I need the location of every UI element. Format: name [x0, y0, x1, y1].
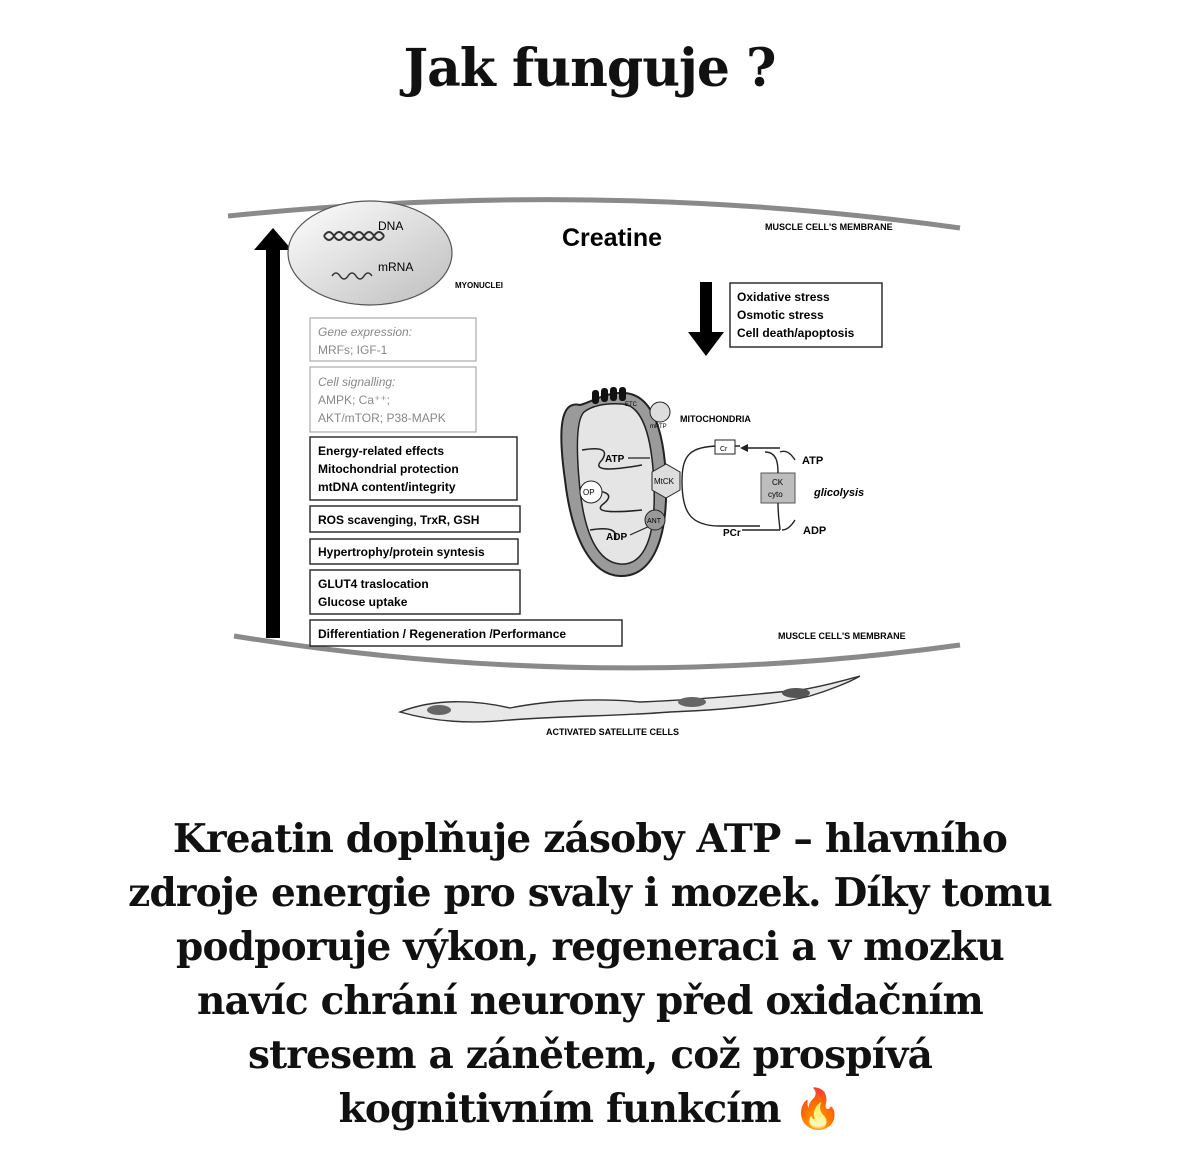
gene-expression-title: Gene expression: — [318, 325, 413, 339]
myonucleus — [288, 201, 452, 305]
pcr-label: PCr — [723, 528, 741, 539]
satellite-cells — [400, 676, 860, 722]
hypertrophy-label: Hypertrophy/protein syntesis — [318, 545, 485, 559]
mrna-label: mRNA — [378, 260, 414, 274]
caption-line-4: navíc chrání neurony před oxidačním — [196, 978, 984, 1024]
membrane-bottom-label: MUSCLE CELL'S MEMBRANE — [778, 631, 906, 641]
glut4-line1: GLUT4 traslocation — [318, 577, 429, 591]
fire-emoji-icon: 🔥 — [793, 1086, 842, 1132]
caption-line-6 — [60, 1082, 1120, 1136]
creatine-diagram — [220, 190, 980, 750]
caption-line-1: Kreatin doplňuje zásoby ATP – hlavního — [172, 816, 1008, 862]
gene-expression-body: MRFs; IGF-1 — [318, 343, 388, 357]
stress-line1: Oxidative stress — [737, 290, 830, 304]
caption-line-6-text: kognitivním funkcím — [338, 1086, 781, 1132]
ck-label: CK — [772, 478, 784, 487]
atp-left-label: ATP — [605, 454, 625, 465]
mtck-label: MtCK — [654, 477, 674, 486]
caption — [60, 812, 1120, 1136]
stress-line3: Cell death/apoptosis — [737, 326, 855, 340]
ros-label: ROS scavenging, TrxR, GSH — [318, 513, 480, 527]
cell-signalling-line2: AKT/mTOR; P38-MAPK — [318, 411, 446, 425]
differentiation-label: Differentiation / Regeneration /Performance — [318, 627, 567, 641]
glicolysis-label: glicolysis — [814, 487, 865, 499]
energy-line1: Energy-related effects — [318, 444, 445, 458]
downregulation-arrow — [688, 282, 724, 356]
creatine-heading: Creatine — [562, 224, 663, 252]
mptp-pore — [650, 402, 670, 422]
cell-signalling-line1: AMPK; Ca⁺⁺; — [318, 393, 391, 407]
shuttle-bracket — [682, 446, 760, 526]
mitochondrion — [561, 393, 666, 576]
mitochondria-label: MITOCHONDRIA — [680, 414, 751, 424]
satellite-label: ACTIVATED SATELLITE CELLS — [546, 727, 679, 737]
energy-line2: Mitochondrial protection — [318, 462, 459, 476]
energy-line3: mtDNA content/integrity — [318, 480, 456, 494]
etc-label: ETC — [625, 402, 637, 408]
atp-right-label: ATP — [802, 455, 824, 467]
mptp-label: mPTP — [650, 424, 667, 430]
adp-right-label: ADP — [803, 525, 827, 537]
stress-line2: Osmotic stress — [737, 308, 824, 322]
caption-line-2: zdroje energie pro svaly i mozek. Díky tomu — [128, 870, 1052, 916]
dna-label: DNA — [378, 219, 404, 233]
adp-left-label: ADP — [606, 532, 628, 543]
ant-label: ANT — [647, 518, 661, 525]
cyto-label: cyto — [768, 490, 783, 499]
page-title: Jak funguje ? — [403, 38, 776, 99]
op-label: OP — [583, 488, 595, 497]
membrane-top-label: MUSCLE CELL'S MEMBRANE — [765, 222, 893, 232]
glut4-line2: Glucose uptake — [318, 595, 408, 609]
caption-line-5: stresem a zánětem, což prospívá — [247, 1032, 933, 1078]
upregulation-arrow — [254, 228, 292, 638]
caption-line-3: podporuje výkon, regeneraci a v mozku — [176, 924, 1004, 970]
myonuclei-label: MYONUCLEI — [455, 281, 503, 290]
cr-label: Cr — [720, 446, 728, 453]
cr-arrowhead — [740, 444, 748, 452]
cell-signalling-title: Cell signalling: — [318, 375, 396, 389]
